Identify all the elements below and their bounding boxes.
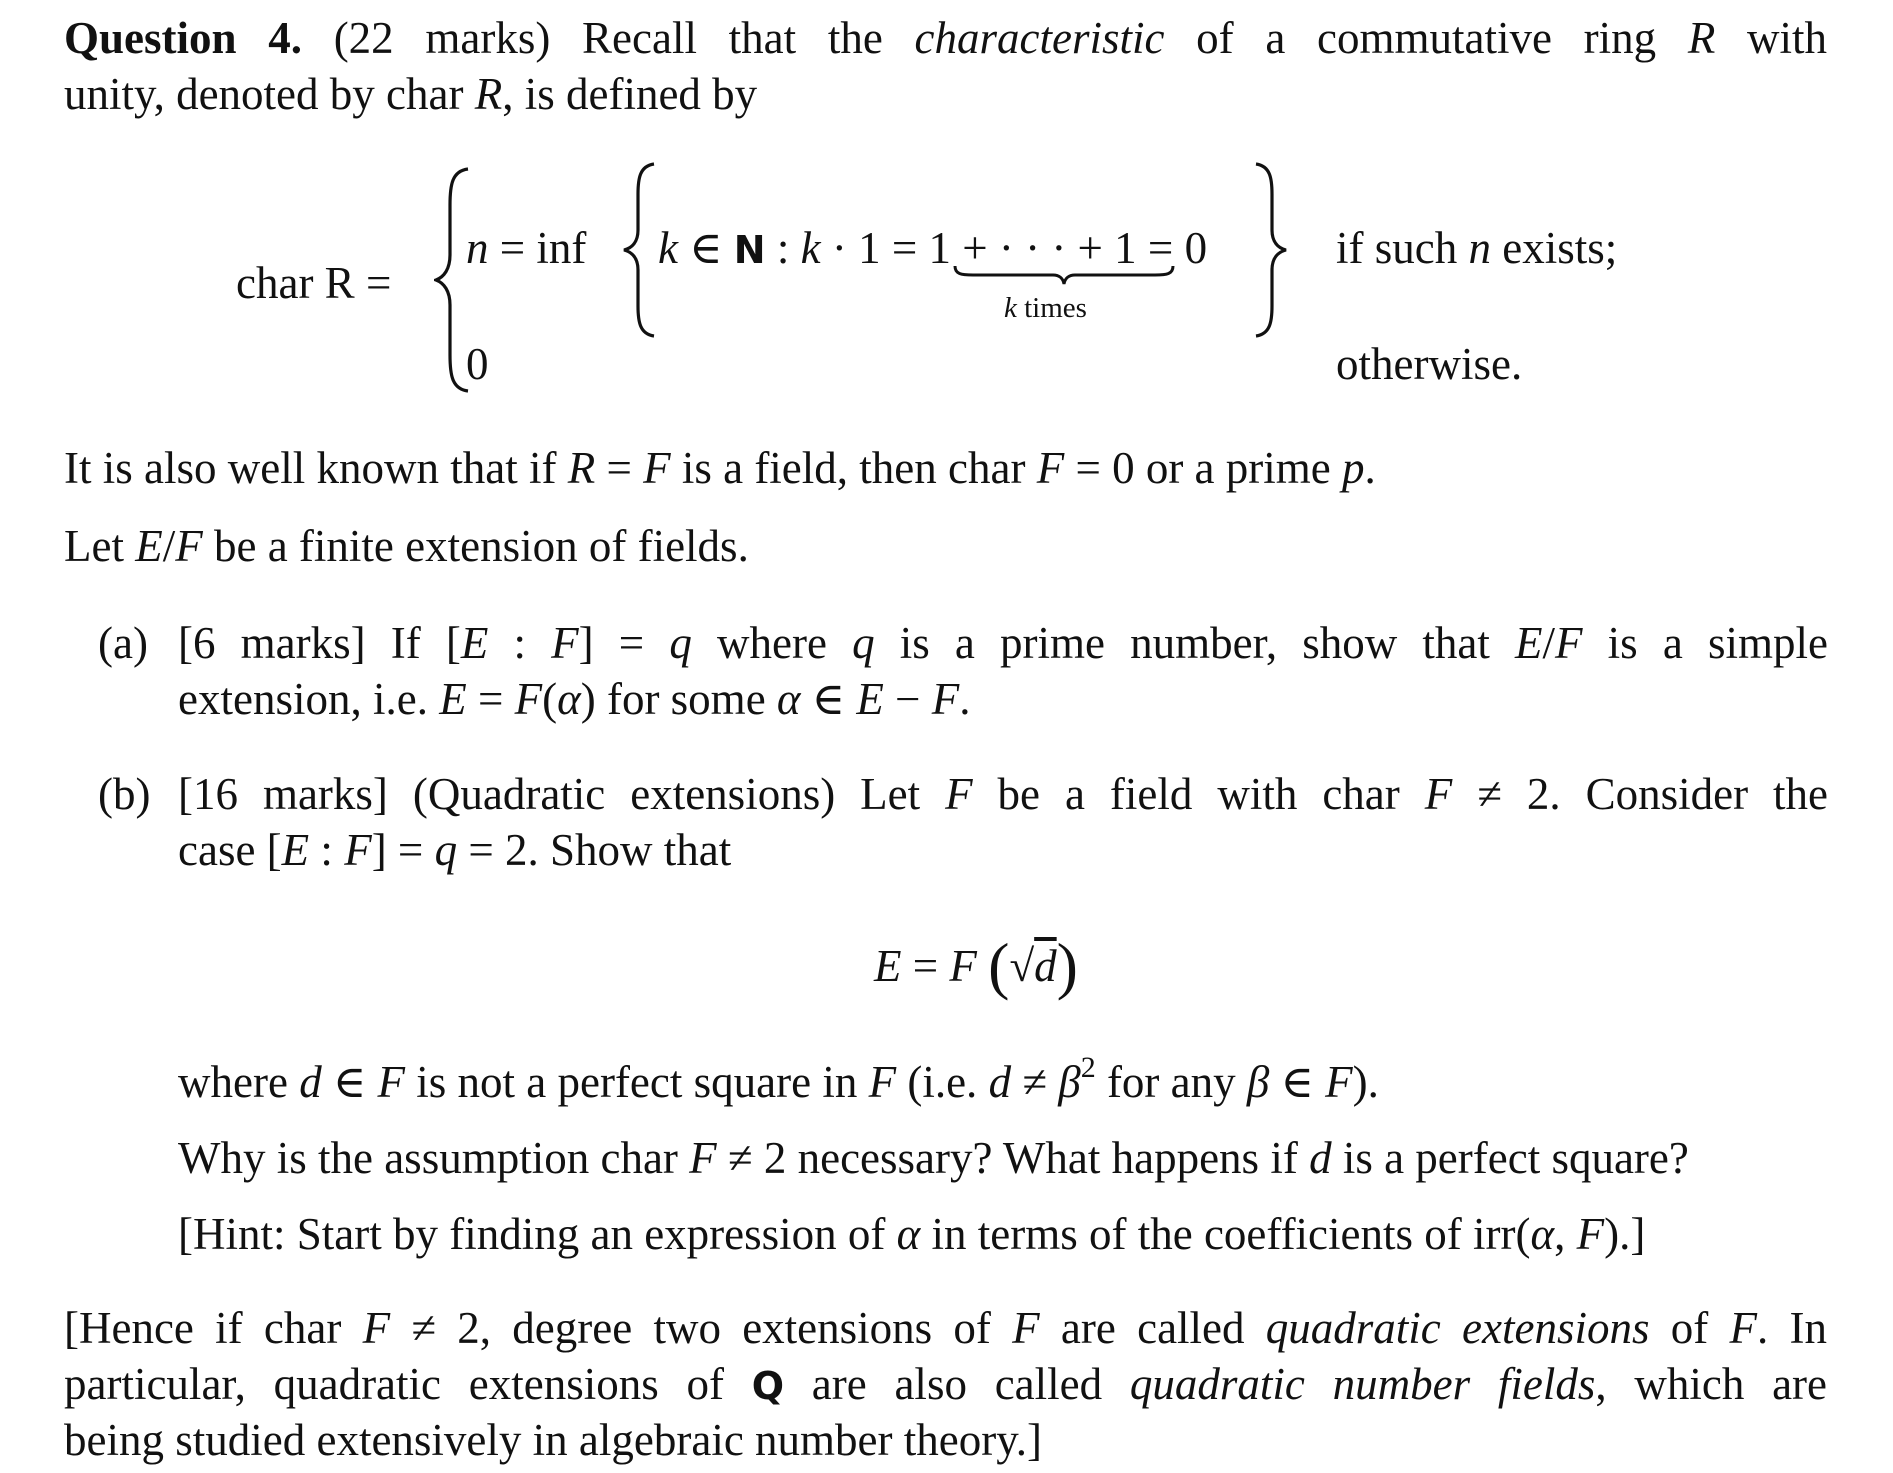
- part-b-label: (b): [98, 769, 151, 819]
- question-intro-line1: Question 4. (22 marks) Recall that the characteristic of a commutative ring R with: [64, 13, 1828, 63]
- fact-line: It is also well known that if R = F is a field, then char F = 0 or a prime p.: [64, 443, 1376, 493]
- part-b-hint: [Hint: Start by finding an expression of α in terms of the coefficients of irr(α, F).]: [178, 1209, 1646, 1259]
- case2-condition: otherwise.: [1336, 339, 1523, 389]
- intro-text-a: Recall that the: [582, 13, 883, 63]
- underbrace-label: k times: [1004, 292, 1087, 324]
- part-b-where: where d ∈ F is not a perfect square in F (i.e. $d \ne \beta^2$ for any β ∈ F).: [178, 1051, 1379, 1107]
- underbrace-icon: [953, 264, 1175, 286]
- display-equation: E = F (√d): [874, 930, 1078, 1001]
- part-a-line2: extension, i.e. E = F(α) for some α ∈ E − F.: [178, 674, 971, 724]
- question-intro-line2: unity, denoted by char R, is defined by: [64, 69, 758, 119]
- intro-term: characteristic: [914, 13, 1165, 63]
- part-a-line1: [6 marks] If [E : F] = q where q is a prime number, show that E/F is a simple: [178, 618, 1828, 668]
- intro-text-b: of a commutative ring: [1196, 13, 1657, 63]
- case2-value: 0: [466, 339, 489, 389]
- part-b-line2: case [E : F] = q = 2. Show that: [178, 825, 732, 875]
- intro-text-line2: unity, denoted by char: [64, 69, 464, 119]
- definition-lhs: char R =: [236, 258, 392, 308]
- set-open-brace-icon: [618, 160, 658, 340]
- closing-line3: being studied extensively in algebraic number theory.]: [64, 1415, 1043, 1465]
- part-a-label: (a): [98, 618, 148, 668]
- intro-text-c: with: [1747, 13, 1828, 63]
- set-builder-content: k ∈ N : k · 1 = 1 + · · · + 1 = 0: [658, 223, 1208, 273]
- sqrt-icon: √: [1009, 941, 1035, 991]
- case1-expression: n = inf: [466, 223, 587, 273]
- case1-condition: if such n exists;: [1336, 223, 1618, 273]
- set-close-brace-icon: [1252, 160, 1292, 340]
- part-b-line1: [16 marks] (Quadratic extensions) Let F be a field with char F ≠ 2. Consider the: [178, 769, 1829, 819]
- question-marks: (22 marks): [333, 13, 551, 63]
- setup-line: Let E/F be a finite extension of fields.: [64, 521, 749, 571]
- question-heading: Question 4.: [64, 13, 302, 63]
- intro-text-line2-b: , is defined by: [502, 69, 758, 119]
- part-b-why: Why is the assumption char F ≠ 2 necessary? What happens if d is a perfect square?: [178, 1133, 1689, 1183]
- closing-line2: particular, quadratic extensions of Q are also called quadratic number fields, which are: [64, 1359, 1827, 1409]
- closing-line1: [Hence if char F ≠ 2, degree two extensions of F are called quadratic extensions of F. In: [64, 1303, 1827, 1353]
